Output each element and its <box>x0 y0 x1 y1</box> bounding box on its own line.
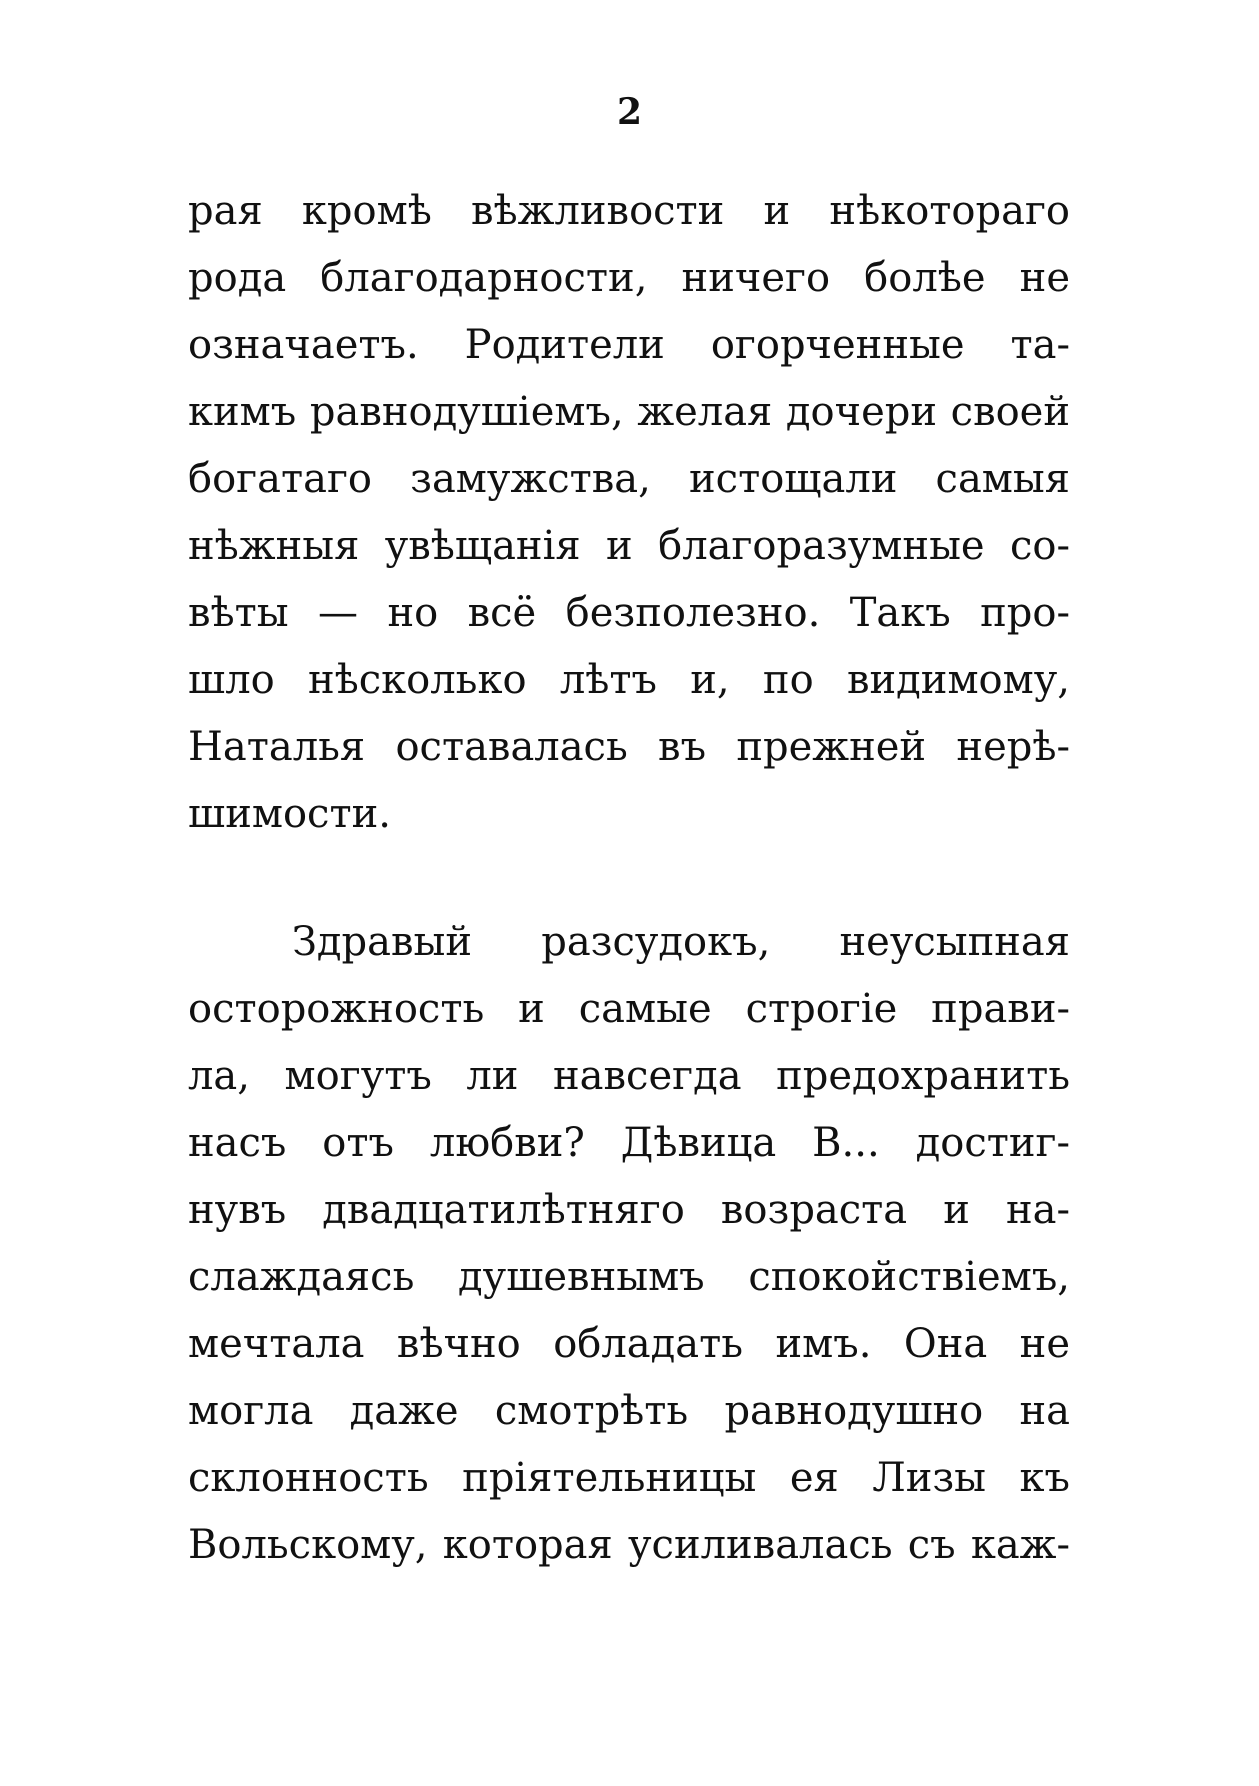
text-line: мечтала вѣчно обладать имъ. Она не <box>188 1321 1070 1367</box>
text-line: шимости. <box>188 791 391 837</box>
text-line: вѣты — но всё безполезно. Такъ про- <box>188 590 1070 636</box>
text-line: склонность пріятельницы ея Лизы къ <box>188 1455 1070 1501</box>
text-line: означаетъ. Родители огорченные та- <box>188 322 1070 368</box>
text-line: ла, могутъ ли навсегда предохранить <box>188 1053 1070 1099</box>
text-line: нѣжныя увѣщанія и благоразумные со- <box>188 523 1070 569</box>
page-number: 2 <box>616 91 643 133</box>
text-line: шло нѣсколько лѣтъ и, по видимому, <box>188 657 1070 703</box>
text-line: могла даже смотрѣть равнодушно на <box>188 1388 1070 1434</box>
text-line: насъ отъ любви? Дѣвица В... достиг- <box>188 1120 1070 1166</box>
text-line: слаждаясь душевнымъ спокойствіемъ, <box>188 1254 1070 1300</box>
paragraph-2 <box>188 909 1070 1579</box>
text-line: кимъ равнодушіемъ, желая дочери своей <box>188 389 1070 435</box>
text-line: богатаго замужства, истощали самыя <box>188 456 1070 502</box>
text-line: Здравый разсудокъ, неусыпная <box>292 919 1070 965</box>
text-line: Вольскому, которая усиливалась съ каж- <box>188 1522 1070 1568</box>
text-line: осторожность и самые строгіе прави- <box>188 986 1070 1032</box>
text-line: нувъ двадцатилѣтняго возраста и на- <box>188 1187 1070 1233</box>
text-line: рая кромѣ вѣжливости и нѣкотораго <box>188 188 1070 234</box>
text-line: Наталья оставалась въ прежней нерѣ- <box>188 724 1070 770</box>
text-line: рода благодарности, ничего болѣе не <box>188 255 1070 301</box>
paragraph-1 <box>188 178 1070 848</box>
